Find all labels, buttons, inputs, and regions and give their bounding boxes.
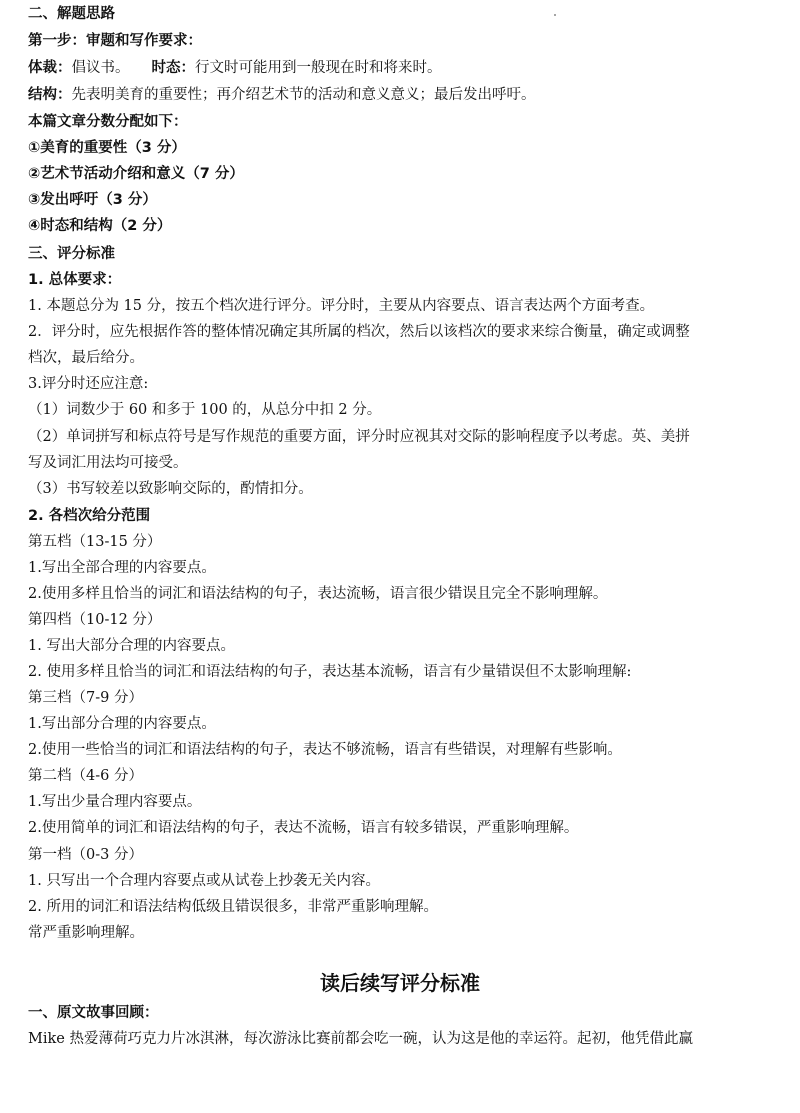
score-item: ④时态和结构（2 分） — [28, 218, 172, 234]
genre-label: 体裁： — [28, 60, 72, 76]
level-line: 第一档（0-3 分） — [28, 847, 143, 863]
level-line: 2.使用简单的词汇和语法结构的句子，表达不流畅，语言有较多错误，严重影响理解。 — [28, 820, 579, 836]
step1-heading: 第一步：审题和写作要求： — [28, 33, 202, 49]
structure-value: 先表明美育的重要性；再介绍艺术节的活动和意义意义；最后发出呼吁。 — [71, 87, 536, 103]
level-line: 第五档（13-15 分） — [28, 534, 162, 550]
level-line: 2. 使用多样且恰当的词汇和语法结构的句子，表达基本流畅，语言有少量错误但不太影响理解: — [28, 664, 632, 680]
level-line: 1.写出部分合理的内容要点。 — [28, 716, 216, 732]
general-line: 档次，最后给分。 — [28, 350, 144, 366]
structure-label: 结构： — [28, 87, 72, 103]
genre-value: 倡议书。 — [71, 60, 130, 76]
level-line: 第四档（10-12 分） — [28, 612, 162, 628]
score-item: ①美育的重要性（3 分） — [28, 140, 186, 156]
level-line: 2.使用多样且恰当的词汇和语法结构的句子，表达流畅，语言很少错误且完全不影响理解。 — [28, 586, 608, 602]
level-line: 1. 只写出一个合理内容要点或从试卷上抄袭无关内容。 — [28, 873, 380, 889]
general-line: 写及词汇用法均可接受。 — [28, 455, 188, 471]
general-line: （2）单词拼写和标点符号是写作规范的重要方面，评分时应视其对交际的影响程度予以考虑。英、美拼 — [28, 429, 690, 445]
continuation-title: 读后续写评分标准 — [320, 971, 480, 995]
level-line: 第三档（7-9 分） — [28, 690, 143, 706]
section-heading-approach: 二、解题思路 — [28, 6, 115, 22]
levels-heading: 2. 各档次给分范围 — [28, 508, 151, 524]
level-line: 1. 写出大部分合理的内容要点。 — [28, 638, 235, 654]
story-review-heading: 一、原文故事回顾： — [28, 1005, 159, 1021]
structure-line — [28, 85, 786, 105]
level-line: 1.写出少量合理内容要点。 — [28, 794, 202, 810]
level-line: 1.写出全部合理的内容要点。 — [28, 560, 216, 576]
general-line: 3.评分时还应注意: — [28, 376, 149, 392]
story-review-text: Mike 热爱薄荷巧克力片冰淇淋，每次游泳比赛前都会吃一碗，认为这是他的幸运符。起初，他凭借此赢 — [28, 1031, 693, 1047]
general-line: 2．评分时，应先根据作答的整体情况确定其所属的档次，然后以该档次的要求来综合衡量，确定或调整 — [28, 324, 690, 340]
general-line: （3）书写较差以致影响交际的，酌情扣分。 — [28, 481, 313, 497]
score-distribution-heading: 本篇文章分数分配如下： — [28, 114, 188, 130]
score-item: ③发出呼吁（3 分） — [28, 192, 157, 208]
level-line: 2. 所用的词汇和语法结构低级且错误很多，非常严重影响理解。 — [28, 899, 438, 915]
level-line: 2.使用一些恰当的词汇和语法结构的句子，表达不够流畅，语言有些错误，对理解有些影响。 — [28, 742, 622, 758]
section-heading-criteria: 三、评分标准 — [28, 246, 115, 262]
general-requirements-heading: 1. 总体要求： — [28, 272, 122, 288]
general-line: 1. 本题总分为 15 分，按五个档次进行评分。评分时，主要从内容要点、语言表达两个方面考查。 — [28, 298, 655, 314]
level-line: 常严重影响理解。 — [28, 925, 144, 941]
general-line: （1）词数少于 60 和多于 100 的，从总分中扣 2 分。 — [28, 402, 382, 418]
genre-tense-line — [28, 58, 786, 78]
tense-value: 行文时可能用到一般现在时和将来时。 — [195, 60, 442, 76]
tense-label: 时态： — [151, 60, 195, 76]
score-item: ②艺术节活动介绍和意义（7 分） — [28, 166, 244, 182]
level-line: 第二档（4-6 分） — [28, 768, 143, 784]
